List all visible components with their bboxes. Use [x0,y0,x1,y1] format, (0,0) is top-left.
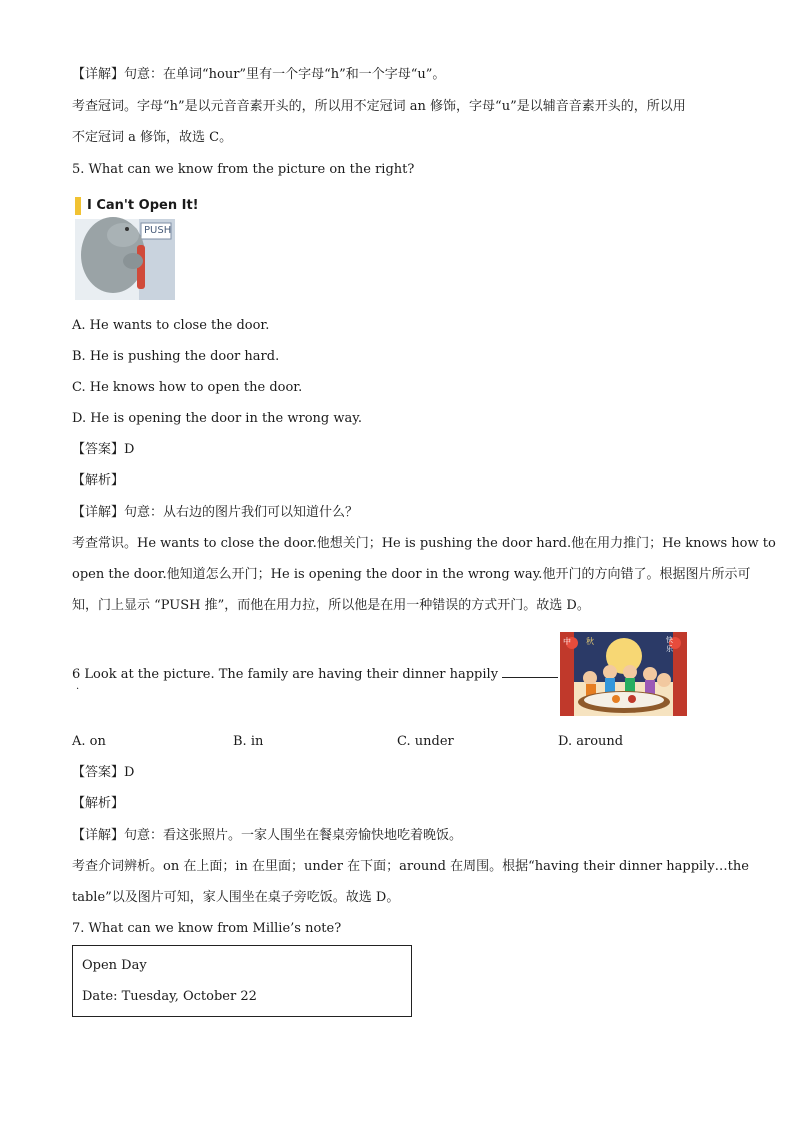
explanation-line-2: 不定冠词 a 修饰，故选 C。 [72,130,233,145]
explanation-5-line-2: open the door.他知道怎么开门；He is opening the door in the wrong way.他开门的方向错了。根据图片所示可 [72,567,751,582]
answer-5: 【答案】D [72,442,135,457]
question-6-blank [502,665,558,678]
picture-6-banner-mid: 秋 [586,637,594,646]
picture-5-push-sign: PUSH [144,225,172,236]
explanation-6-line-1: 考查介词辨析。on 在上面；in 在里面；under 在下面；around 在周围。根据“having their dinner happily…the [72,859,749,874]
question-6-picture [560,632,687,716]
question-7: 7. What can we know from Millie’s note? [72,921,342,936]
question-5-picture [75,195,199,300]
question-6-text: 6 Look at the picture. The family are having their dinner happily [72,667,499,682]
detail-6: 【详解】句意：看这张照片。一家人围坐在餐桌旁愉快地吃着晚饭。 [72,828,463,843]
analysis-6-heading: 【解析】 [72,796,125,811]
explanation-5-line-1: 考查常识。He wants to close the door.他想关门；He is pushing the door hard.他在用力推门；He knows how to [72,536,776,551]
question-6-option-d: D. around [558,734,624,749]
question-6-dot: . [76,681,80,692]
question-6-option-b: B. in [233,734,264,749]
question-5-option-d: D. He is opening the door in the wrong way. [72,411,362,426]
picture-6-banner-left: 中 [563,637,571,646]
question-5: 5. What can we know from the picture on the right? [72,162,415,177]
detail-5: 【详解】句意：从右边的图片我们可以知道什么？ [72,505,359,520]
detail-line-hour: 【详解】句意：在单词“hour”里有一个字母“h”和一个字母“u”。 [72,67,446,82]
question-6 [72,665,625,684]
question-5-option-c: C. He knows how to open the door. [72,380,303,395]
explanation-5-line-3: 知，门上显示 “PUSH 推”，而他在用力拉，所以他是在用一种错误的方式开门。故选 D。 [72,598,590,613]
question-5-option-b: B. He is pushing the door hard. [72,349,280,364]
note-line-1: Open Day [82,958,147,973]
question-5-option-a: A. He wants to close the door. [72,318,270,333]
explanation-line-1: 考查冠词。字母“h”是以元音音素开头的，所以用不定冠词 an 修饰，字母“u”是以辅音音素开头的，所以用 [72,99,686,114]
millie-note-box [72,945,412,1017]
picture-6-banner-right: 快乐 [666,636,673,653]
analysis-5-heading: 【解析】 [72,473,125,488]
answer-6: 【答案】D [72,765,135,780]
note-line-2: Date: Tuesday, October 22 [82,989,257,1004]
picture-5-title: I Can't Open It! [87,198,199,213]
question-6-option-a: A. on [72,734,106,749]
explanation-6-line-2: table”以及图片可知，家人围坐在桌子旁吃饭。故选 D。 [72,890,400,905]
question-6-option-c: C. under [397,734,454,749]
